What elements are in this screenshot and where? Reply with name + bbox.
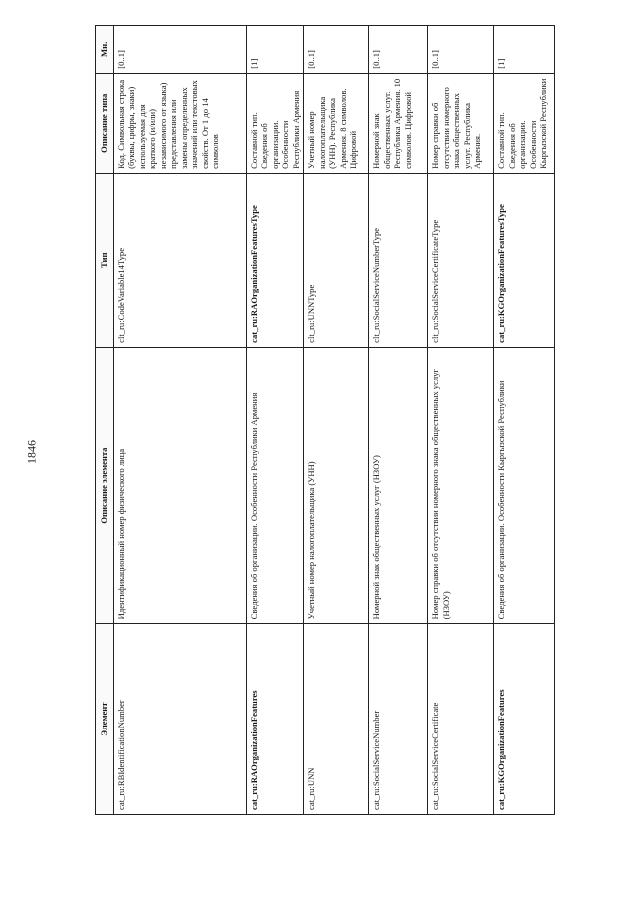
cell-element: cat_ru:SocialServiceNumber (369, 624, 428, 815)
table-container (95, 25, 600, 815)
cell-type: clt_ru:UNNType (304, 173, 369, 347)
header-type-description: Описание типа (96, 73, 114, 173)
table-row (304, 26, 369, 815)
cell-element-description: Сведения об организации. Особенности Республики Армения (247, 347, 304, 624)
header-type: Тип (96, 173, 114, 347)
cell-type: clt_ru:SocialServiceCertificateType (428, 173, 494, 347)
cell-multiplicity: [0..1] (304, 26, 369, 74)
table-row (247, 26, 304, 815)
cell-element-description: Номер справки об отсутствии номерного знака общественных услуг (НЗОУ) (428, 347, 494, 624)
cell-element: cat_ru:RAOrganizationFeatures (247, 624, 304, 815)
cell-element-description: Учетный номер налогоплательщика (УНН) (304, 347, 369, 624)
cell-multiplicity: [1] (247, 26, 304, 74)
cell-element: cat_ru:RBIdentificationNumber (114, 624, 247, 815)
cell-type: cat_ru:RAOrganizationFeaturesType (247, 173, 304, 347)
cell-type: cat_ru:KGOrganizationFeaturesType (494, 173, 555, 347)
cell-type-description: Составной тип. Сведения об организации. Особенности Кыргызской Республики (494, 73, 555, 173)
cell-element-description: Номерной знак общественных услуг (НЗОУ) (369, 347, 428, 624)
table-row (494, 26, 555, 815)
cell-element: cat_ru:SocialServiceCertificate (428, 624, 494, 815)
cell-element: cat_ru:KGOrganizationFeatures (494, 624, 555, 815)
cell-type-description: Номер справки об отсутствии номерного знака общественных услуг. Республика Армения. (428, 73, 494, 173)
cell-type-description: Учетный номер налогоплательщика (УНН). Республика Армения. 8 символов. Цифровой (304, 73, 369, 173)
header-element: Элемент (96, 624, 114, 815)
table-header-row (96, 26, 114, 815)
cell-type: clt_ru:CodeVariable14Type (114, 173, 247, 347)
cell-multiplicity: [1] (494, 26, 555, 74)
specification-table (95, 25, 555, 815)
cell-type-description: Код. Символьная строка (буквы, цифры, знаки) используемая для краткого (и/или) независимого от языка) представления или замены определенных значений или текстовых свойств. От 1 до 14 символов (114, 73, 247, 173)
cell-type-description: Номерной знак общественных услуг. Республика Армения. 10 символов. Цифровой (369, 73, 428, 173)
cell-type: clt_ru:SocialServiceNumberType (369, 173, 428, 347)
cell-element: cat_ru:UNN (304, 624, 369, 815)
cell-type-description: Составной тип. Сведения об организации. Особенности Республики Армения (247, 73, 304, 173)
cell-element-description: Сведения об организации. Особенности Кыргызской Республики (494, 347, 555, 624)
cell-multiplicity: [0..1] (428, 26, 494, 74)
table-row (428, 26, 494, 815)
header-multiplicity: Мн. (96, 26, 114, 74)
cell-element-description: Идентификационный номер физического лица (114, 347, 247, 624)
rotated-table-wrapper (95, 25, 600, 815)
page-number: 1846 (24, 440, 39, 464)
cell-multiplicity: [0..1] (114, 26, 247, 74)
table-row (369, 26, 428, 815)
cell-multiplicity: [0..1] (369, 26, 428, 74)
table-row (114, 26, 247, 815)
header-element-description: Описание элемента (96, 347, 114, 624)
